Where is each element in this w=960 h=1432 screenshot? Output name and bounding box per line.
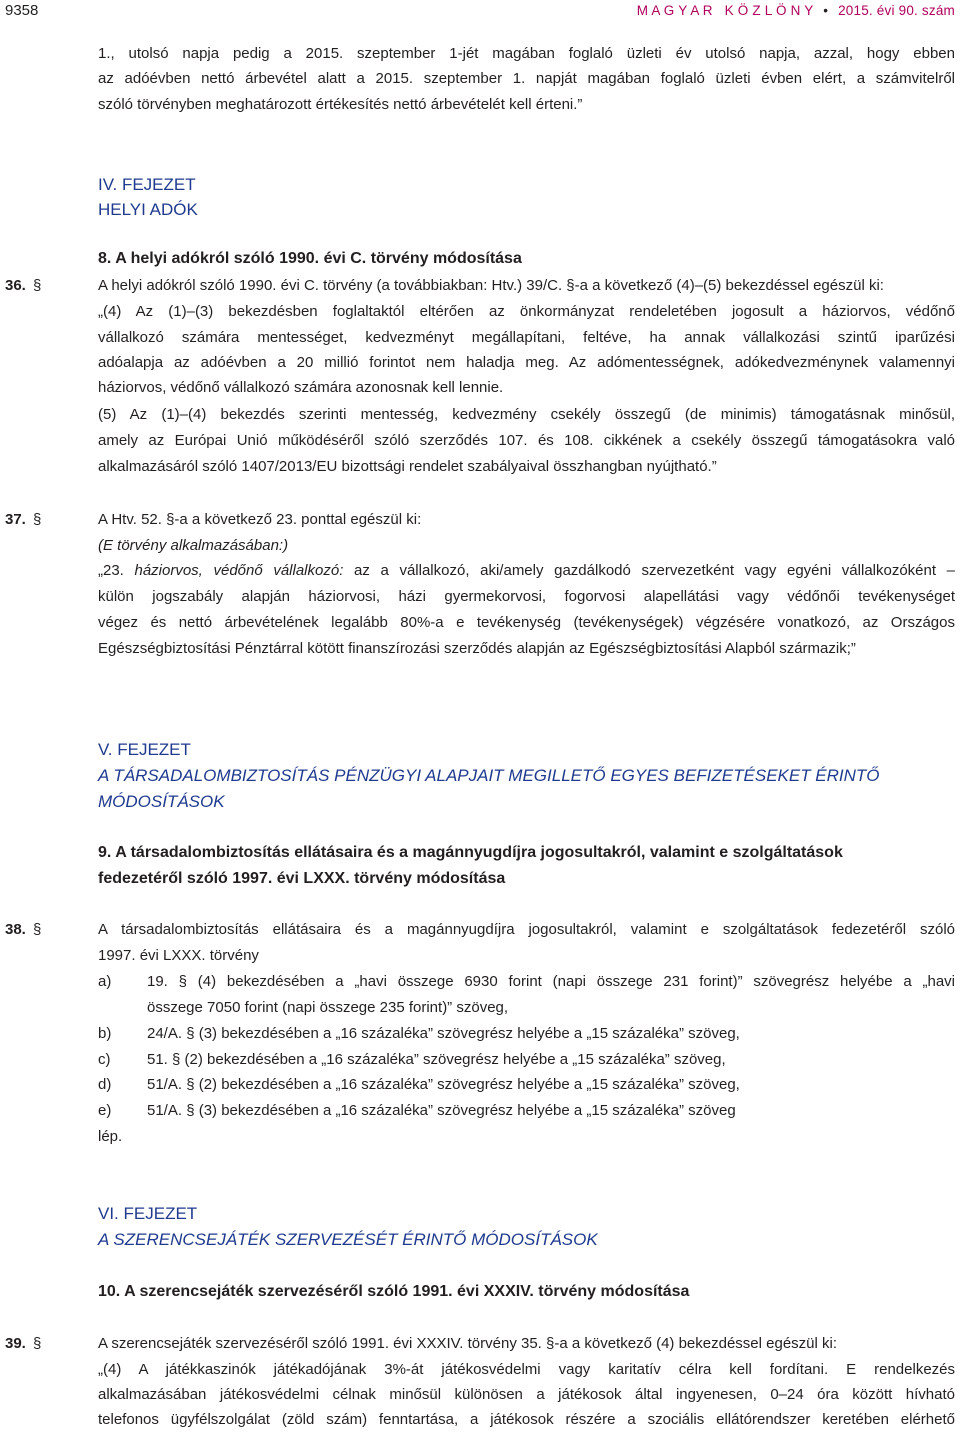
paragraph-line: telefonos ügyfélszolgálat (zöld szám) fenntartása, a játékosok részére a szociális ellátórendszer keretében elérhető	[98, 1411, 955, 1428]
paragraph-line: A szerencsejáték szervezéséről szóló 1991. évi XXXIV. törvény 35. §-a a következő (4) bekezdéssel egészül ki:	[98, 1335, 837, 1352]
issue-number: 2015. évi 90. szám	[838, 3, 955, 18]
paragraph-line: (E törvény alkalmazásában:)	[98, 537, 289, 554]
section-heading: 8. A helyi adókról szóló 1990. évi C. törvény módosítása	[98, 250, 522, 267]
journal-title: M A G Y A R K Ö Z L Ö N Y	[636, 3, 814, 18]
paragraph-line: Egészségbiztosítási Pénztárral kötött finanszírozási szerződés alapján az Egészségbiztosítási Alapból származik;”	[98, 640, 856, 657]
paragraph-line: A társadalombiztosítás ellátásaira és a magánnyugdíjra jogosultakról, valamint e szolgáltatások fedezetéről szóló	[98, 921, 955, 938]
paragraph-line: alkalmazásáról szóló 1407/2013/EU bizottsági rendelet szabályaival összhangban nyújtható.”	[98, 458, 717, 475]
paragraph-line: háziorvos, védőnő vállalkozó számára azonosnak kell lennie.	[98, 379, 504, 396]
paragraph-line: külön jogszabály alapján háziorvosi, házi gyermekorvosi, fogorvosi alapellátási vagy védőnői tevékenységet	[98, 588, 955, 605]
paragraph-line: adóalapja az adóévben a 20 millió forintot nem haladja meg. Az adómentességnek, adókedvezménynek valamennyi	[98, 354, 955, 371]
paragraph-number: 38.	[5, 921, 26, 938]
list-item-line: 51/A. § (2) bekezdésében a „16 százaléka” szövegrész helyébe a „15 százaléka” szöveg,	[147, 1076, 740, 1093]
chapter-title: IV. FEJEZET	[98, 175, 196, 194]
paragraph-line: „(4) A játékkaszinók játékadójának 3%-át játékosvédelmi vagy karitatív célra kell fordítani. E rendelkezés	[98, 1361, 955, 1378]
paragraph-line: A helyi adókról szóló 1990. évi C. törvény (a továbbiakban: Htv.) 39/C. §-a a következő (4)–(5) bekezdéssel egészül ki:	[98, 277, 884, 294]
paragraph-line: végez és nettó árbevételének legalább 80%-a e tevékenység (tevékenységek) végzésére vonatkozó, az Országos	[98, 614, 955, 631]
list-item-line: 51. § (2) bekezdésében a „16 százaléka” szövegrész helyébe a „15 százaléka” szöveg,	[147, 1051, 726, 1068]
list-letter: d)	[98, 1076, 112, 1093]
paragraph-line: vállalkozó számára mentességet, kedvezményt megállapítani, feltéve, ha annak vállalkozási szintű iparűzési	[98, 329, 955, 346]
text-span: az a vállalkozó, aki/amely gazdálkodó szervezetként vagy egyéni vállalkozóként –	[343, 562, 956, 579]
paragraph-number: 36.	[5, 277, 26, 294]
paragraph-number: 39.	[5, 1335, 26, 1352]
list-item-line: 24/A. § (3) bekezdésében a „16 százaléka” szövegrész helyébe a „15 százaléka” szöveg,	[147, 1025, 740, 1042]
intro-line: 1., utolsó napja pedig a 2015. szeptember 1-jét magában foglaló üzleti év utolsó napja, azzal, hogy ebben	[98, 45, 955, 62]
section-sign: §	[33, 1335, 42, 1352]
chapter-subtitle: A SZERENCSEJÁTÉK SZERVEZÉSÉT ÉRINTŐ MÓDOSÍTÁSOK	[98, 1230, 598, 1249]
chapter-title: VI. FEJEZET	[98, 1204, 198, 1223]
paragraph-line: amely az Európai Unió működéséről szóló szerződés 107. és 108. cikkének a csekély összegű támogatásokra való	[98, 432, 955, 449]
bullet-separator: •	[823, 3, 829, 18]
paragraph-line: 1997. évi LXXX. törvény	[98, 947, 259, 964]
intro-line: az adóévben nettó árbevétel alatt a 2015. szeptember 1. napját magában foglaló üzleti évben elért, a számvitelről	[98, 70, 955, 87]
paragraph-line	[98, 561, 955, 581]
list-letter: a)	[98, 973, 112, 990]
list-item-line: 19. § (4) bekezdésében a „havi összege 6930 forint (napi összege 231 forint)” szövegrész helyébe a „havi	[147, 973, 955, 990]
page-number: 9358	[5, 2, 39, 19]
paragraph-line: (5) Az (1)–(4) bekezdés szerinti mentesség, kedvezmény csekély összegű (de minimis) támogatásnak minősül,	[98, 406, 955, 423]
section-heading: fedezetéről szóló 1997. évi LXXX. törvény módosítása	[98, 870, 506, 887]
section-heading: 10. A szerencsejáték szervezéséről szóló 1991. évi XXXIV. törvény módosítása	[98, 1283, 690, 1300]
list-letter: b)	[98, 1025, 112, 1042]
chapter-subtitle: A TÁRSADALOMBIZTOSÍTÁS PÉNZÜGYI ALAPJAIT MEGILLETŐ EGYES BEFIZETÉSEKET ÉRINTŐ	[98, 766, 880, 785]
paragraph-line: alkalmazásában játékosvédelmi célnak minősül különösen a játékosok által ingyenesen, 0–24 óra között hívható	[98, 1386, 955, 1403]
intro-line: szóló törvényben meghatározott értékesítés nettó árbevételét kell érteni.”	[98, 96, 583, 113]
section-sign: §	[33, 921, 42, 938]
journal-header	[637, 1, 955, 21]
defined-term: háziorvos, védőnő vállalkozó:	[134, 562, 344, 579]
list-item-line: 51/A. § (3) bekezdésében a „16 százaléka” szövegrész helyébe a „15 százaléka” szöveg	[147, 1102, 736, 1119]
list-letter: c)	[98, 1051, 111, 1068]
section-sign: §	[33, 277, 42, 294]
list-item-line: összege 7050 forint (napi összege 235 forint)” szöveg,	[147, 999, 509, 1016]
section-heading: 9. A társadalombiztosítás ellátásaira és a magánnyugdíjra jogosultakról, valamint e szolgáltatások	[98, 844, 843, 861]
chapter-subtitle: MÓDOSÍTÁSOK	[98, 792, 225, 811]
text-span: „23.	[98, 562, 135, 579]
section-sign: §	[33, 511, 42, 528]
chapter-title: V. FEJEZET	[98, 740, 191, 759]
paragraph-number: 37.	[5, 511, 26, 528]
paragraph-line: lép.	[98, 1128, 123, 1145]
chapter-subtitle: HELYI ADÓK	[98, 200, 198, 219]
paragraph-line: „(4) Az (1)–(3) bekezdésben foglaltaktól eltérően az önkormányzat rendeletében jogosult a háziorvos, védőnő	[98, 303, 955, 320]
paragraph-line: A Htv. 52. §-a a következő 23. ponttal egészül ki:	[98, 511, 422, 528]
list-letter: e)	[98, 1102, 112, 1119]
